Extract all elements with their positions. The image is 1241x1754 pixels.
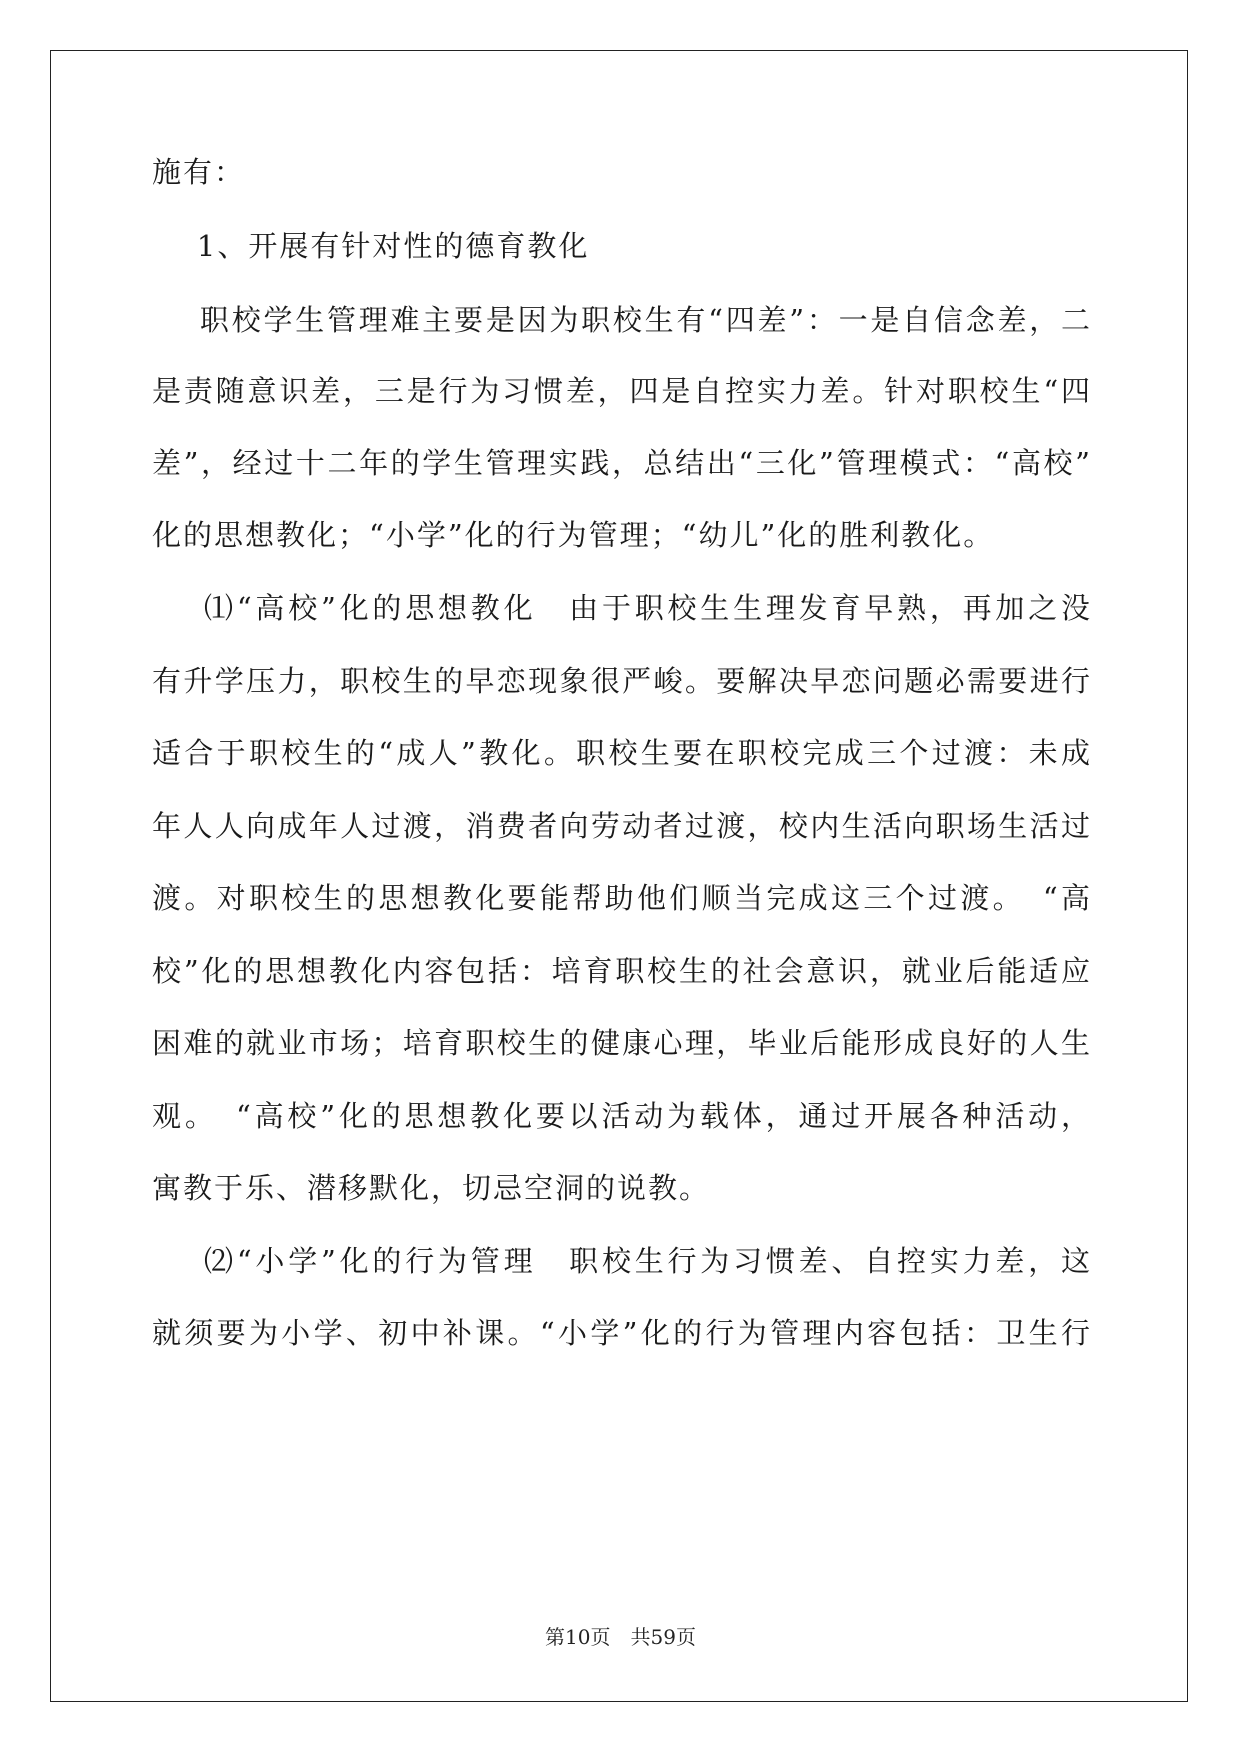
text-line: 就须要为小学、初中补课。“小学”化的行为管理内容包括：卫生行 bbox=[152, 1316, 1092, 1350]
text-line: 寓教于乐、潜移默化，切忌空洞的说教。 bbox=[152, 1171, 711, 1205]
page-border bbox=[50, 50, 1188, 1702]
text-line: 差”，经过十二年的学生管理实践，总结出“三化”管理模式：“高校” bbox=[152, 446, 1092, 480]
text-line: ⑵“小学”化的行为管理 职校生行为习惯差、自控实力差，这 bbox=[152, 1244, 1092, 1278]
text-line: 职校学生管理难主要是因为职校生有“四差”：一是自信念差，二 bbox=[152, 303, 1092, 337]
page-footer: 第10页 共59页 bbox=[545, 1625, 696, 1649]
text-line: 适合于职校生的“成人”教化。职校生要在职校完成三个过渡：未成 bbox=[152, 736, 1092, 770]
text-line: 困难的就业市场；培育职校生的健康心理，毕业后能形成良好的人生 bbox=[152, 1026, 1092, 1060]
text-line: 化的思想教化；“小学”化的行为管理；“幼儿”化的胜利教化。 bbox=[152, 518, 995, 552]
text-line: 是责随意识差，三是行为习惯差，四是自控实力差。针对职校生“四 bbox=[152, 374, 1092, 408]
text-line: 有升学压力，职校生的早恋现象很严峻。要解决早恋问题必需要进行 bbox=[152, 664, 1092, 698]
heading-line: 1、开展有针对性的德育教化 bbox=[152, 229, 590, 263]
text-line: 校”化的思想教化内容包括：培育职校生的社会意识，就业后能适应 bbox=[152, 954, 1092, 988]
text-line: 观。 “高校”化的思想教化要以活动为载体，通过开展各种活动， bbox=[152, 1099, 1092, 1133]
text-line: 渡。对职校生的思想教化要能帮助他们顺当完成这三个过渡。 “高 bbox=[152, 881, 1092, 915]
text-line: ⑴“高校”化的思想教化 由于职校生生理发育早熟，再加之没 bbox=[152, 591, 1092, 625]
text-line: 年人人向成年人过渡，消费者向劳动者过渡，校内生活向职场生活过 bbox=[152, 809, 1092, 843]
text-line: 施有： bbox=[152, 155, 246, 189]
